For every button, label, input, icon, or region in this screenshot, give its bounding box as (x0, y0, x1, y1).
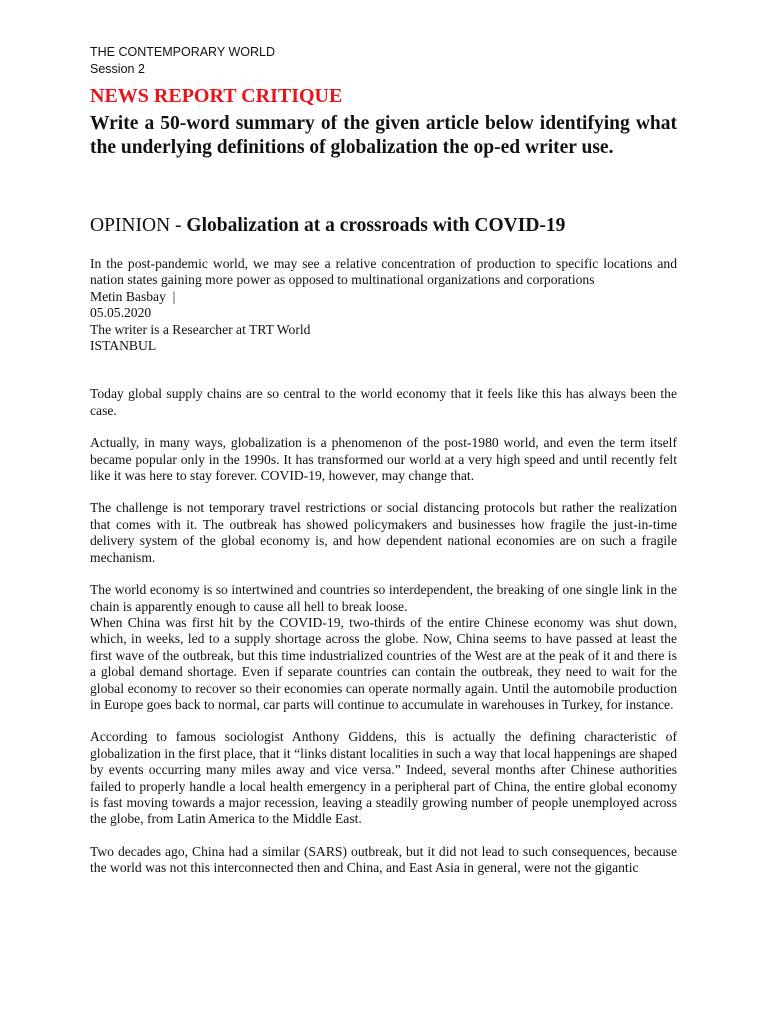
article-paragraph: According to famous sociologist Anthony Giddens, this is actually the defining characteristic of globalization in the first place, that it “links distant localities in such a way that local happenings are shaped by events occurring many miles away and vice versa.” Indeed, several months after Chinese authorities failed to properly handle a local health emergency in a peripheral part of China, the entire global economy is fast moving towards a major recession, leaving a steadily growing number of people unemployed across the globe, from Latin America to the Middle East. (90, 729, 677, 827)
article-title (90, 214, 677, 238)
article-title-separator: - (170, 215, 187, 236)
article-paragraph: The world economy is so intertwined and countries so interdependent, the breaking of one single link in the chain is apparently enough to cause all hell to break loose. (90, 582, 677, 614)
article-date: 05.05.2020 (90, 305, 152, 321)
section-title: NEWS REPORT CRITIQUE (90, 85, 343, 107)
article-paragraph: The challenge is not temporary travel restrictions or social distancing protocols but rather the realization that comes with it. The outbreak has showed policymakers and businesses how fragile the just-in-time delivery system of the global economy is, and how dependent national economies are on such a fragile mechanism. (90, 500, 677, 565)
article-paragraph: Today global supply chains are so central to the world economy that it feels like this has always been the case. (90, 386, 677, 418)
session-label: Session 2 (90, 62, 145, 76)
article-title-prefix: OPINION (90, 215, 171, 236)
article-lede: In the post-pandemic world, we may see a relative concentration of production to specific locations and nation states gaining more power as opposed to multinational organizations and corporations (90, 256, 677, 288)
document-page (90, 44, 677, 877)
course-name: THE CONTEMPORARY WORLD (90, 45, 275, 59)
article-byline-note: The writer is a Researcher at TRT World (90, 321, 311, 337)
article-paragraph: When China was first hit by the COVID-19, two-thirds of the entire Chinese economy was shut down, which, in weeks, led to a supply shortage across the globe. Now, China seems to have passed at least the first wave of the outbreak, but this time industrialized countries of the West are at the peak of it and there is a global demand shortage. Even if separate countries can contain the outbreak, they need to wait for the global economy to recover so their economies can operate normally again. Until the automobile production in Europe goes back to normal, car parts will continue to accumulate in warehouses in Turkey, for instance. (90, 614, 677, 712)
article-paragraph: Actually, in many ways, globalization is a phenomenon of the post-1980 world, and even the term itself became popular only in the 1990s. It has transformed our world at a very high speed and until recently felt like it was here to stay forever. COVID-19, however, may change that. (90, 435, 677, 484)
article-location: ISTANBUL (90, 338, 157, 354)
instruction-text: Write a 50-word summary of the given article below identifying what the underlying definitions of globalization the op-ed writer use. (90, 113, 677, 158)
article-paragraph: Two decades ago, China had a similar (SARS) outbreak, but it did not lead to such consequences, because the world was not this interconnected then and China, and East Asia in general, were not the gigantic (90, 843, 677, 876)
article-author: Metin Basbay | (90, 288, 176, 304)
article-title-text: Globalization at a crossroads with COVID-19 (186, 215, 566, 236)
